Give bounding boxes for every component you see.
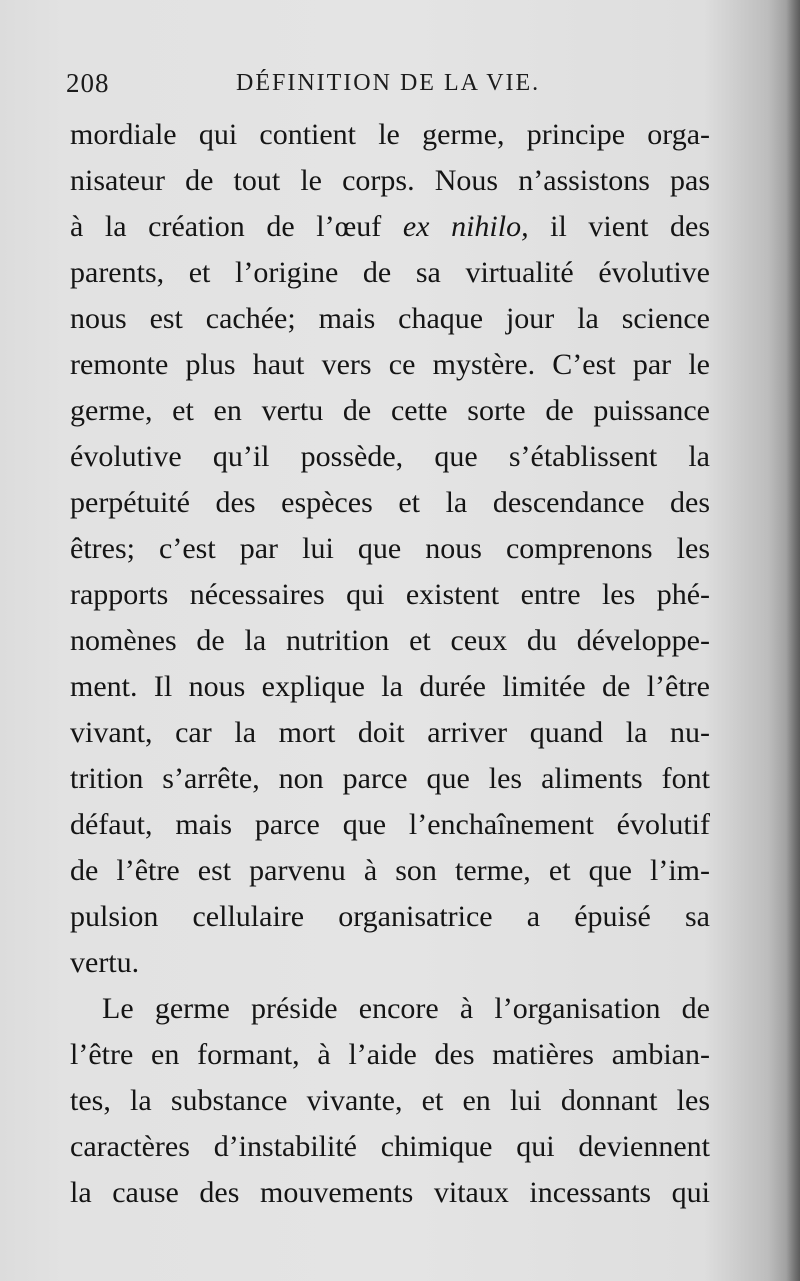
text-line: l’être en formant, à l’aide des matières ambian- bbox=[70, 1038, 710, 1071]
page-header bbox=[66, 68, 706, 108]
text-line: nous est cachée; mais chaque jour la science bbox=[70, 302, 710, 335]
text-line: pulsion cellulaire organisatrice a épuisé sa bbox=[70, 900, 710, 933]
text-line: parents, et l’origine de sa virtualité évolutive bbox=[70, 256, 710, 289]
text-line: perpétuité des espèces et la descendance des bbox=[70, 486, 710, 519]
running-title: DÉFINITION DE LA VIE. bbox=[236, 70, 541, 96]
text-line: remonte plus haut vers ce mystère. C’est par le bbox=[70, 348, 710, 381]
text-segment: il vient des bbox=[550, 210, 711, 243]
page-edge-shadow bbox=[786, 0, 800, 1281]
text-line: vivant, car la mort doit arriver quand la nu- bbox=[70, 716, 710, 749]
text-line: ment. Il nous explique la durée limitée de l’être bbox=[70, 670, 710, 703]
text-line: vertu. bbox=[70, 946, 140, 979]
text-line: nisateur de tout le corps. Nous n’assistons pas bbox=[70, 164, 710, 197]
body-text bbox=[70, 112, 710, 1216]
text-line: la cause des mouvements vitaux incessants qui bbox=[70, 1176, 710, 1209]
text-line: évolutive qu’il possède, que s’établissent la bbox=[70, 440, 710, 473]
text-line: rapports nécessaires qui existent entre les phé- bbox=[70, 578, 710, 611]
text-line: de l’être est parvenu à son terme, et que l’im- bbox=[70, 854, 710, 887]
text-line: germe, et en vertu de cette sorte de puissance bbox=[70, 394, 710, 427]
page-number: 208 bbox=[66, 68, 110, 98]
text-line-mixed bbox=[70, 204, 710, 250]
text-line: mordiale qui contient le germe, principe orga- bbox=[70, 118, 710, 151]
text-line: nomènes de la nutrition et ceux du développe- bbox=[70, 624, 710, 657]
paragraph-2 bbox=[70, 986, 710, 1216]
text-line: trition s’arrête, non parce que les aliments font bbox=[70, 762, 710, 795]
text-segment: à la création de l’œuf bbox=[70, 210, 382, 243]
paragraph-1 bbox=[70, 112, 710, 986]
text-line: Le germe préside encore à l’organisation de bbox=[102, 992, 710, 1025]
text-line: tes, la substance vivante, et en lui donnant les bbox=[70, 1084, 710, 1117]
text-line: êtres; c’est par lui que nous comprenons les bbox=[70, 532, 710, 565]
text-line: caractères d’instabilité chimique qui deviennent bbox=[70, 1130, 710, 1163]
text-line: défaut, mais parce que l’enchaînement évolutif bbox=[70, 808, 710, 841]
italic-phrase: ex nihilo, bbox=[402, 210, 529, 243]
